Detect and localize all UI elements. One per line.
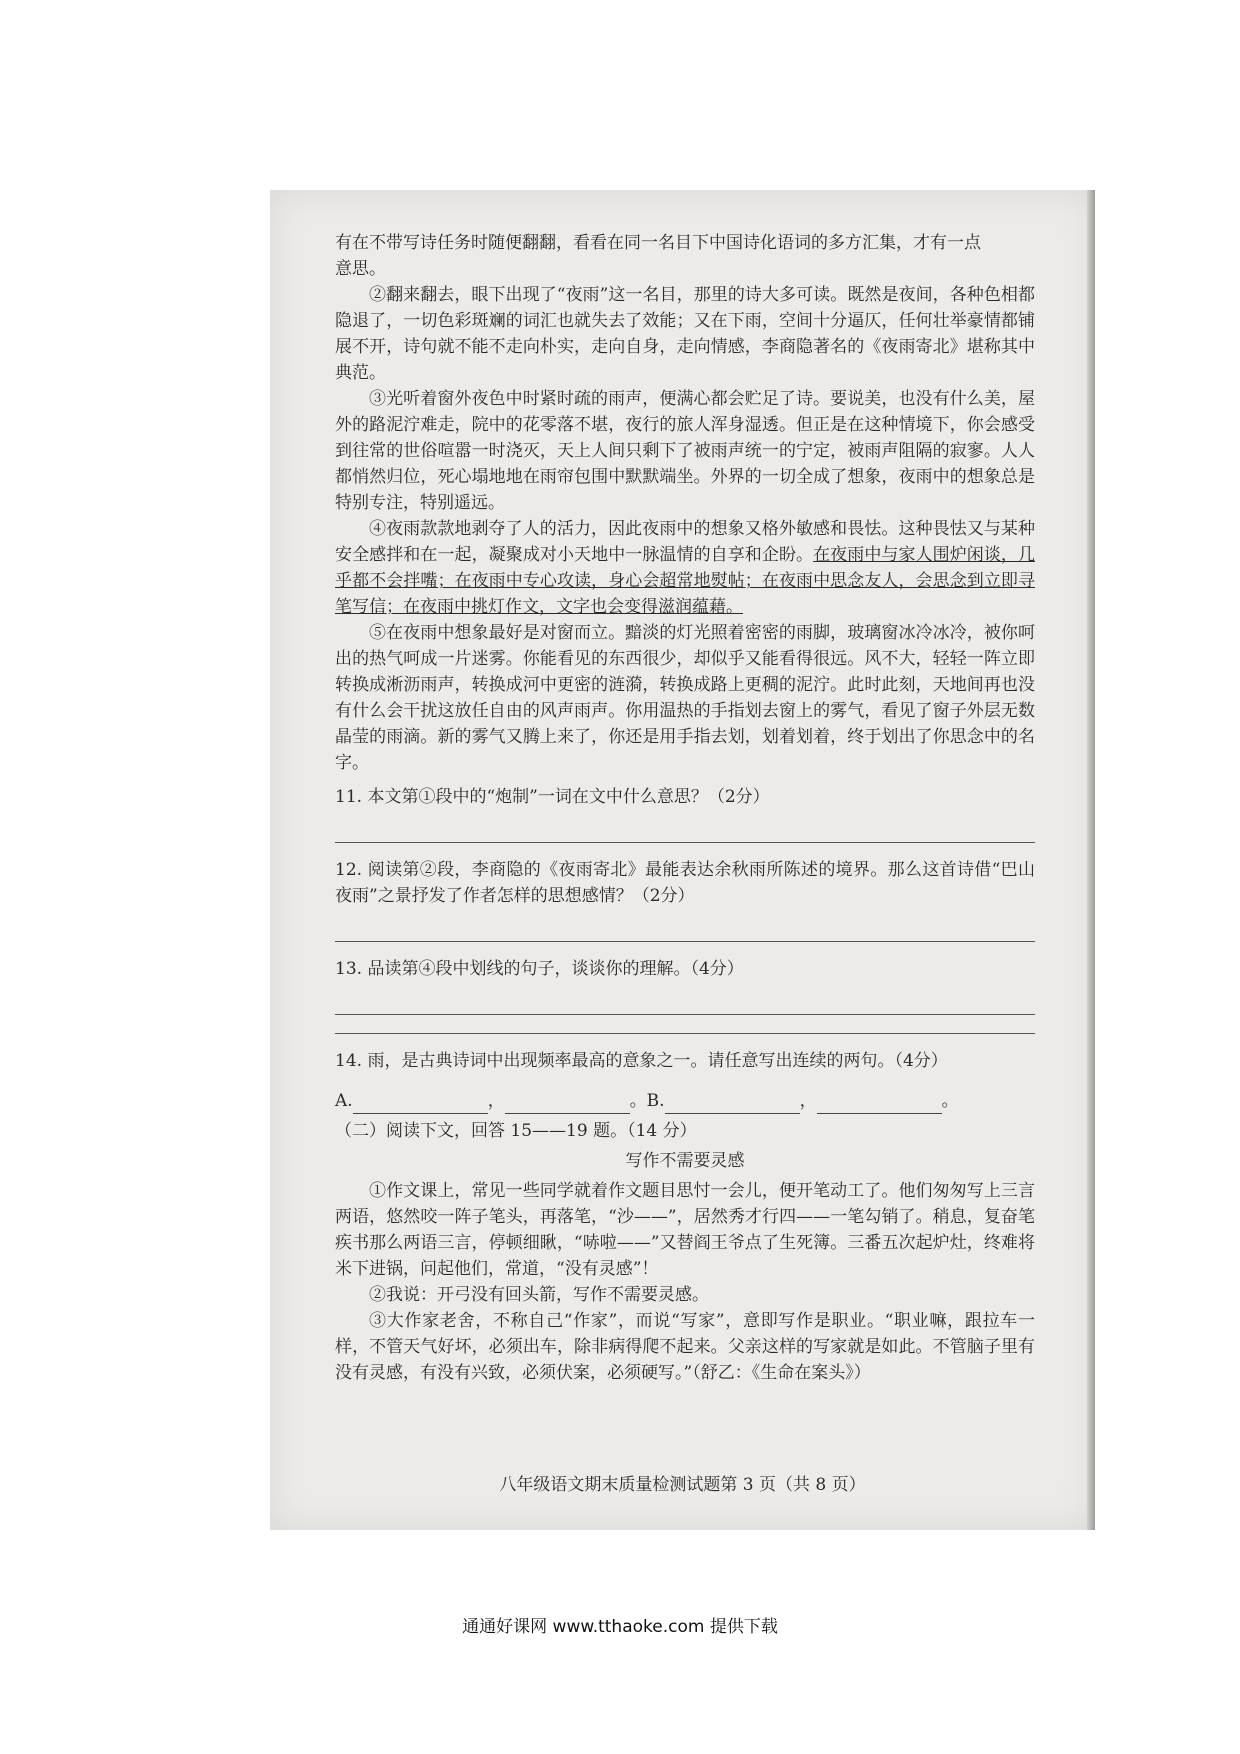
- paragraph-2: ②翻来翻去，眼下出现了“夜雨”这一名目，那里的诗大多可读。既然是夜间，各种色相都隐退了，一切色彩斑斓的词汇也就失去了效能；又在下雨，空间十分逼仄，任何壮举豪情都铺展不开，诗句就不能不走向朴实，走向自身，走向情感，李商隐著名的《夜雨寄北》堪称其中典范。: [335, 285, 1035, 383]
- section-2-paragraph-2: ②我说：开弓没有回头箭，写作不需要灵感。: [369, 1285, 709, 1305]
- blank-a1[interactable]: [353, 1095, 488, 1114]
- label-b: 。B.: [629, 1091, 665, 1111]
- page-footer: 八年级语文期末质量检测试题第 3 页（共 8 页）: [499, 1475, 866, 1495]
- question-14: 14. 雨，是古典诗词中出现频率最高的意象之一。请任意写出连续的两句。（4分）: [335, 1051, 948, 1071]
- section-2-paragraph-3: ③大作家老舍，不称自己“作家”，而说“写家”，意即写作是职业。“职业嘛，跟拉车一样，不管天气好坏，必须出车，除非病得爬不起来。父亲这样的写家就是如此。不管脑子里有没有灵感，有没有兴致，必须伏案，必须硬写。”（舒乙：《生命在案头》）: [335, 1311, 1035, 1383]
- blank-a2[interactable]: [505, 1095, 630, 1114]
- paragraph-4-underlined: 在夜雨中与家人围炉闲谈，几乎都不会拌嘴；在夜雨中专心攻读，身心会超常地熨帖；在夜雨中思念友人，会思念到立即寻笔写信；在夜雨中挑灯作文，文字也会变得滋润蕴藉。: [335, 545, 1036, 617]
- period-end: 。: [941, 1091, 959, 1111]
- paragraph-5: ⑤在夜雨中想象最好是对窗而立。黯淡的灯光照着密密的雨脚，玻璃窗冰冷冰冷，被你呵出的热气呵成一片迷雾。你能看见的东西很少，却似乎又能看得很远。风不大，轻轻一阵立即转换成淅沥雨声，转换成河中更密的涟漪，转换成路上更稠的泥泞。此时此刻，天地间再也没有什么会干扰这放任自由的风声雨声。你用温热的手指划去窗上的雾气，看见了窗子外层无数晶莹的雨滴。新的雾气又腾上来了，你还是用手指去划，划着划着，终于划出了你思念中的名字。: [335, 623, 1035, 773]
- exam-content: [335, 230, 1035, 1386]
- answer-line-11[interactable]: [335, 842, 1035, 843]
- label-a: A.: [335, 1091, 353, 1111]
- question-11: 11. 本文第①段中的“炮制”一词在文中什么意思？（2分）: [335, 787, 770, 807]
- comma-a: ，: [487, 1091, 505, 1111]
- scan-edge-shadow: [1087, 190, 1095, 1530]
- section-2-heading: （二）阅读下文，回答 15——19 题。（14 分）: [335, 1121, 697, 1141]
- scanned-exam-page: [270, 190, 1095, 1530]
- comma-b: ，: [799, 1091, 817, 1111]
- section-2-title: 写作不需要灵感: [625, 1151, 745, 1171]
- question-12: 12. 阅读第②段，李商隐的《夜雨寄北》最能表达余秋雨所陈述的境界。那么这首诗借“巴山夜雨”之景抒发了作者怎样的思想感情？（2分）: [335, 860, 1035, 906]
- blank-b2[interactable]: [817, 1095, 942, 1114]
- answer-row-14: [335, 1088, 1035, 1114]
- question-13: 13. 品读第④段中划线的句子，谈谈你的理解。（4分）: [335, 959, 744, 979]
- intro-line-1: 有在不带写诗任务时随便翻翻，看看在同一名目下中国诗化语词的多方汇集，才有一点: [335, 233, 981, 253]
- paragraph-4-text: ④夜雨款款地剥夺了人的活力，因此夜雨中的想象又格外敏感和畏怯。这种畏怯又与某种安全感拌和在一起，凝聚成对小天地中一脉温情的自享和企盼。: [335, 519, 1035, 565]
- answer-line-13b[interactable]: [335, 1033, 1035, 1034]
- blank-b1[interactable]: [665, 1095, 800, 1114]
- download-watermark: 通通好课网 www.tthaoke.com 提供下载: [462, 1617, 778, 1637]
- intro-line-2: 意思。: [335, 259, 386, 279]
- answer-line-13a[interactable]: [335, 1014, 1035, 1015]
- section-2-paragraph-1: ①作文课上，常见一些同学就着作文题目思忖一会儿，便开笔动工了。他们匆匆写上三言两语，悠然咬一阵子笔头，再落笔，“沙——”，居然秀才行四——一笔勾销了。稍息，复奋笔疾书那么两语三言，停顿细瞅，“哧啦——”又替阎王爷点了生死簿。三番五次起炉灶，终难将米下进锅，问起他们，常道，“没有灵感”！: [335, 1181, 1035, 1279]
- paragraph-4: [335, 516, 1035, 620]
- answer-line-12[interactable]: [335, 941, 1035, 942]
- paragraph-3: ③光听着窗外夜色中时紧时疏的雨声，便满心都会贮足了诗。要说美，也没有什么美，屋外的路泥泞难走，院中的花零落不堪，夜行的旅人浑身湿透。但正是在这种情境下，你会感受到往常的世俗喧嚣一时浇灭，天上人间只剩下了被雨声统一的宁定，被雨声阻隔的寂寥。人人都悄然归位，死心塌地地在雨帘包围中默默端坐。外界的一切全成了想象，夜雨中的想象总是特别专注，特别遥远。: [335, 389, 1035, 513]
